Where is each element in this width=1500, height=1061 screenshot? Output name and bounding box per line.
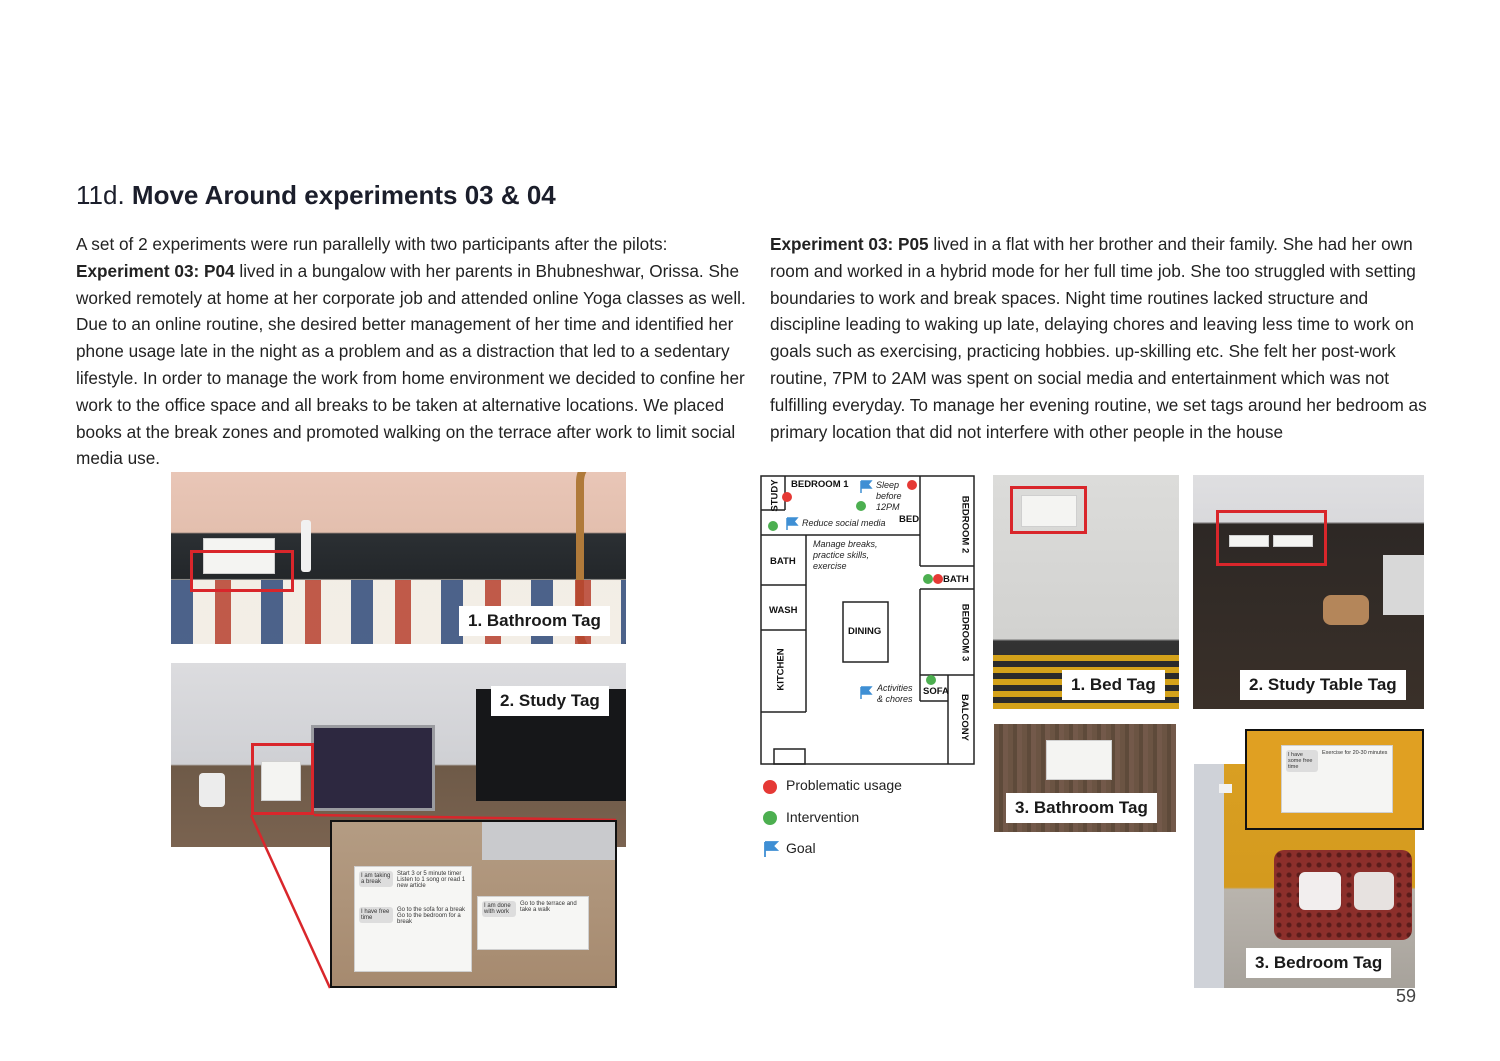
note-sleep: Sleep before 12PM [876,480,902,512]
legend-problem-label: Problematic usage [786,777,902,793]
study-tag-closeup [330,820,617,988]
intervention-marker-bed [856,501,866,511]
laptop-on-table [1383,555,1424,615]
poster-line1: Exercise for 20-30 minutes [1322,750,1388,756]
room-study: STUDY [769,479,781,512]
room-sofa: SOFA [923,686,949,697]
bathroom-tag-label: 1. Bathroom Tag [459,606,610,636]
room-bedroom3: BEDROOM 3 [959,603,971,662]
poster-chip: I have some free time [1286,750,1318,772]
closeup-card-left [354,866,472,972]
goal-flag-icon [859,686,873,700]
intervention-marker-study [768,521,778,531]
page-number: 59 [1396,986,1417,1006]
card1-chip: I am taking a break [359,871,393,887]
card2-line1: Go to the sofa for a break [397,907,466,913]
room-bedroom1: BEDROOM 1 [791,479,849,490]
wall-left [1194,764,1224,988]
room-dining: DINING [848,626,882,637]
p04-description: lived in a bungalow with her parents in Bhubneshwar, Orissa. She worked remotely at home at her corporate job and attended online Yoga classes as well. Due to an online routine, she desired better management of her time and identified her phone usage late in the night as a problem and as a distraction that led to a sedentary lifestyle. In order to manage the work from home environment we decided to confine her work to the office space and all breaks to be taken at alternative locations. We placed books at the break zones and promoted walking on the terrace after work to limit social media use. [76,260,746,469]
intervention-marker-sofa [926,675,936,685]
card1-line2: Listen to 1 song or read 1 new article [397,877,466,889]
bed-photo [993,475,1179,709]
bed-highlight-box [1010,486,1087,534]
room-wash: WASH [769,605,798,616]
problem-marker-bath [933,574,943,584]
card3-chip: I am done with work [482,901,516,917]
card1-line1: Start 3 or 5 minute timer [397,871,462,877]
right-bathroom-tag-card [1046,740,1112,780]
card3-line1: Go to the terrace and take a walk [520,901,577,913]
bedroom-small-tag [1219,784,1232,793]
cushion-1 [1299,872,1341,910]
experiment-label-p04: Experiment 03: P04 [76,260,235,281]
legend-goal-label: Goal [786,840,816,856]
card2-chip: I have free time [359,907,393,923]
section-title: Move Around experiments 03 & 04 [131,180,556,210]
bedroom-tag-closeup [1245,729,1424,830]
note-social: Reduce social media [802,518,886,528]
right-bathroom-photo [994,724,1176,832]
cushion-2 [1354,872,1394,910]
study-table-highlight-box [1216,510,1327,566]
study-table-tag-label: 2. Study Table Tag [1240,670,1406,700]
experiment-label-p05: Experiment 03: P05 [770,234,929,254]
bedroom-tag-label: 3. Bedroom Tag [1246,948,1391,978]
card2-line2: Go to the bedroom for a break [397,913,461,925]
legend-problem-dot [763,780,777,794]
problem-marker-bedroom [907,480,917,490]
section-number: 11d. [76,180,125,210]
study-tag-label: 2. Study Tag [491,686,609,716]
note-breaks: Manage breaks, practice skills, exercise [813,539,878,571]
p05-description: lived in a flat with her brother and their family. She had her own room and worked in a hybrid mode for her full time job. She too struggled with setting boundaries to work and break spaces. Night time routines lacked structure and discipline leading to waking up late, delaying chores and leaving less time to work on goals such as exercising, practicing hobbies. up-skilling etc. She felt her post-work routine, 7PM to 2AM was spent on social media and entertainment which was not fulfilling everyday. To manage her evening routine, we set tags around her bedroom as primary location that did not interfere with other people in the house [770,234,1427,442]
right-bathroom-tag-label: 3. Bathroom Tag [1006,793,1157,823]
room-bath-2: BATH [943,574,969,585]
legend-intervention-dot [763,811,777,825]
room-kitchen: KITCHEN [775,648,787,691]
intro-text: A set of 2 experiments were run parallelly with two participants after the pilots: [76,234,668,254]
study-table-photo [1193,475,1424,709]
goal-flag-icon [859,480,873,494]
note-activities: Activities & chores [877,683,913,704]
room-bedroom2: BEDROOM 2 [959,495,971,554]
intervention-marker-bath [923,574,933,584]
room-bed: BED [899,514,920,525]
bed-tag-label: 1. Bed Tag [1062,670,1165,700]
goal-flag-icon [785,517,799,531]
problem-marker-study [782,492,792,502]
room-bath: BATH [770,556,796,567]
closeup-card-right [477,896,589,950]
laptop-edge [482,822,617,860]
legend-goal-flag-icon [763,841,779,858]
room-balcony: BALCONY [958,694,970,741]
legend-intervention-label: Intervention [786,809,860,825]
paper-scrap [1323,595,1369,625]
poster-card [1281,745,1393,813]
